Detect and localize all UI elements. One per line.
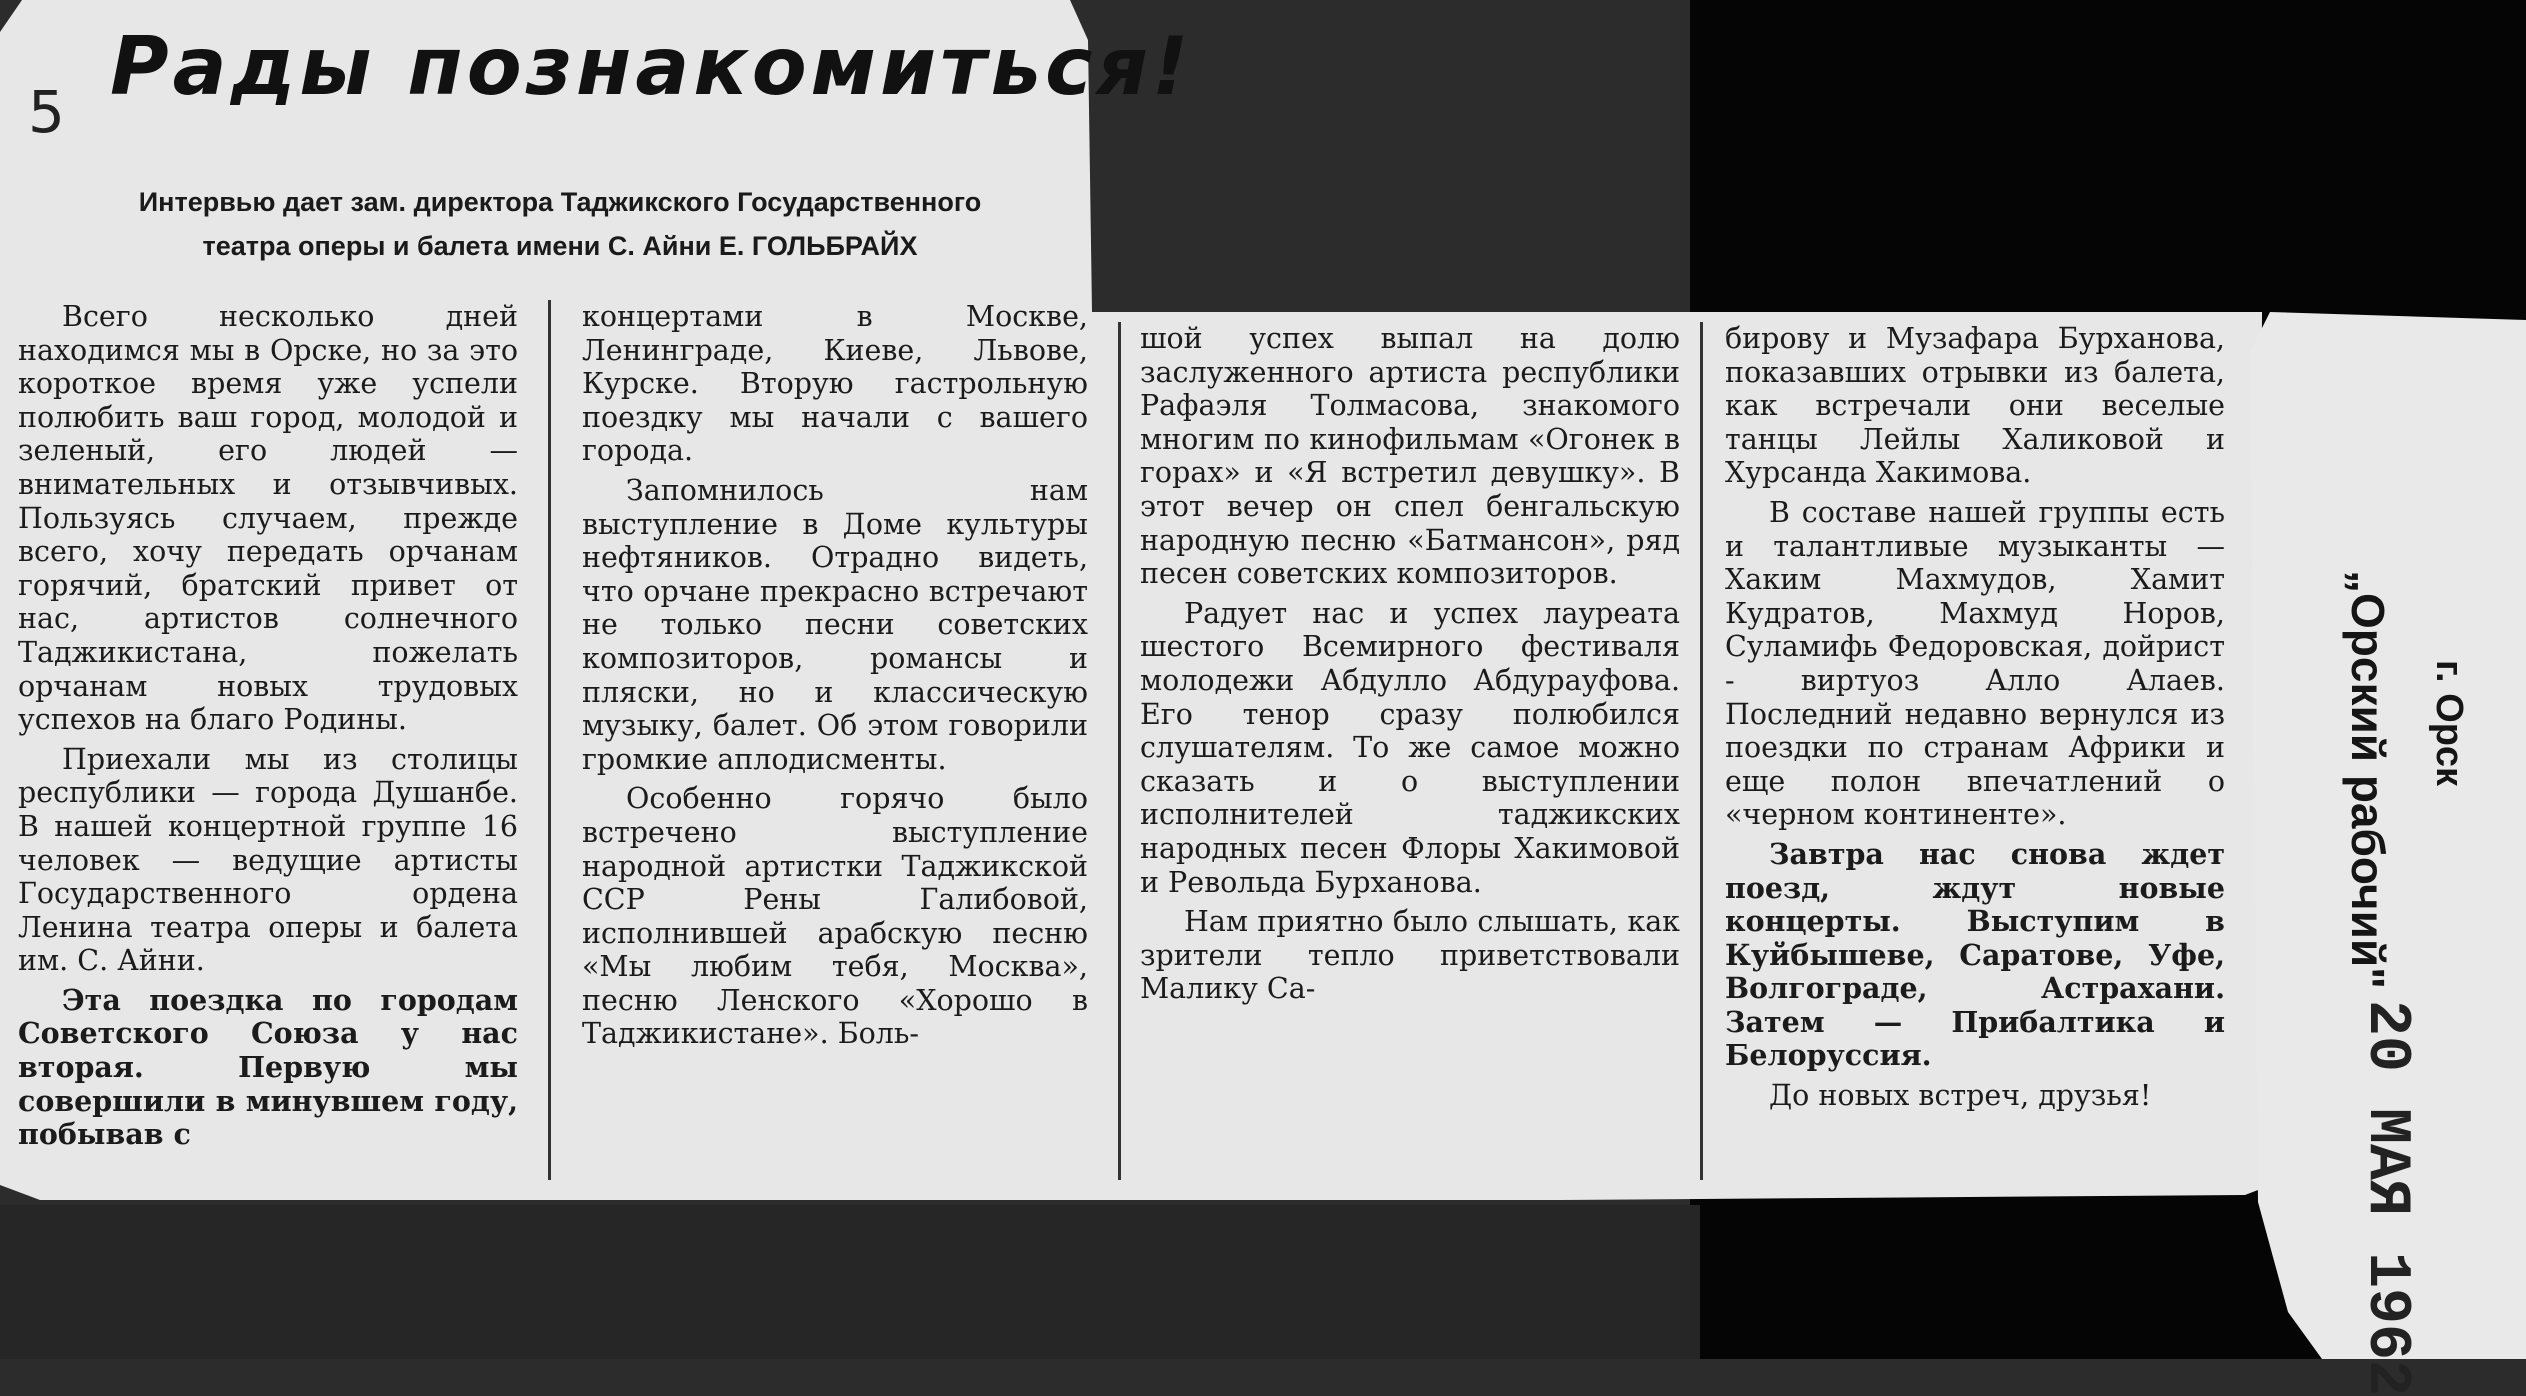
article-column-1: [18, 300, 518, 1190]
publication-date: 20 МАЯ 1962: [2352, 1000, 2420, 1396]
paragraph: Завтра нас снова ждет поезд, ждут новые концерты. Выступим в Куйбышеве, Саратове, Уфе, Волгограде, Астрахани. Затем — Прибалтика и Белоруссия.: [1725, 836, 2225, 1073]
paragraph: концертами в Москве, Ленинграде, Киеве, Львове, Курске. Вторую гастрольную поездку мы начали с вашего города.: [582, 300, 1088, 468]
paragraph: Приехали мы из столицы республики — города Душанбе. В нашей концертной группе 16 человек — ведущие артисты Государственного ордена Ленина театра оперы и балета им. С. Айни.: [18, 742, 518, 978]
background-strip: [0, 1205, 1700, 1359]
paragraph: Нам приятно было слышать, как зрители тепло приветствовали Малику Са-: [1140, 905, 1680, 1006]
headline: Рады познакомиться!: [110, 20, 1193, 113]
paragraph: Радует нас и успех лауреата шестого Всемирного фестиваля молодежи Абдулло Абдурауфова. Его тенор сразу полюбился слушателям. То же самое можно сказать и о выступлении исполнителей таджикских народных песен Флоры Хакимовой и Револьда Бурханова.: [1140, 596, 1680, 899]
paragraph: До новых встреч, друзья!: [1769, 1079, 2152, 1113]
subtitle: [40, 180, 1080, 268]
column-rule: [548, 300, 551, 1180]
subtitle-line-2: театра оперы и балета имени С. Айни Е. ГОЛЬБРАЙХ: [202, 231, 918, 261]
city-name: г. Орск: [2428, 660, 2470, 787]
column-rule: [1700, 322, 1703, 1180]
article-column-4: [1725, 322, 2225, 1192]
paragraph: Эта поездка по городам Советского Союза у нас вторая. Первую мы совершили в минувшем году, побывав с: [18, 982, 518, 1152]
column-rule: [1118, 322, 1121, 1180]
subtitle-line-1: Интервью дает зам. директора Таджикского Государственного: [138, 187, 982, 217]
article-column-2: [582, 300, 1088, 1190]
margin-mark: 5: [28, 78, 65, 146]
newspaper-name: „Орский рабочий": [2342, 570, 2394, 989]
paragraph: В составе нашей группы есть и талантливые музыканты — Хаким Махмудов, Хамит Кудратов, Махмуд Норов, Суламифь Федоровская, дойрист - виртуоз Алло Алаев. Последний недавно вернулся из поездки по странам Африки и еще полон впечатлений о «черном континенте».: [1725, 495, 2225, 832]
paragraph: бирову и Музафара Бурханова, показавших отрывки из балета, как встречали они веселые танцы Лейлы Халиковой и Хурсанда Хакимова.: [1725, 322, 2225, 490]
paragraph: Запомнилось нам выступление в Доме культуры нефтяников. Отрадно видеть, что орчане прекрасно встречают не только песни советских композиторов, романсы и пляски, но и классическую музыку, балет. Об этом говорили громкие аплодисменты.: [582, 473, 1088, 776]
paragraph: шой успех выпал на долю заслуженного артиста республики Рафаэля Толмасова, знакомого многим по кинофильмам «Огонек в горах» и «Я встретил девушку». В этот вечер он спел бенгальскую народную песню «Батмансон», ряд песен советских композиторов.: [1140, 322, 1680, 591]
article-column-3: [1140, 322, 1680, 1192]
paragraph: Особенно горячо было встречено выступление народной артистки Таджикской ССР Рены Галибовой, исполнившей арабскую песню «Мы любим тебя, Москва», песню Ленского «Хорошо в Таджикистане». Боль-: [582, 782, 1088, 1051]
paragraph: Всего несколько дней находимся мы в Орске, но за это короткое время уже успели полюбить ваш город, молодой и зеленый, его людей — внимательных и отзывчивых. Пользуясь случаем, прежде всего, хочу передать орчанам горячий, братский привет от нас, артистов солнечного Таджикистана, пожелать орчанам новых трудовых успехов на благо Родины.: [18, 300, 518, 737]
